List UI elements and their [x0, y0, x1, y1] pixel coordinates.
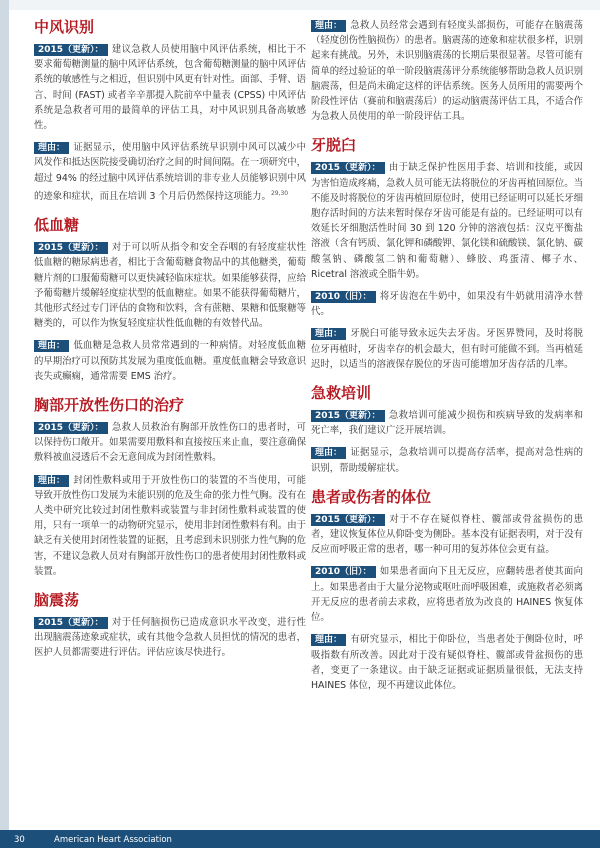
label-badge: 2015（更新）： [311, 162, 385, 174]
section-heading: 低血糖 [34, 216, 80, 235]
label-badge: 2015（更新）： [34, 242, 108, 254]
label-badge: 理由： [311, 20, 346, 32]
paragraph [311, 445, 583, 475]
label-badge: 理由： [34, 142, 69, 154]
section [34, 591, 306, 661]
paragraph-text: 由于缺乏保护性医用手套、培训和技能，或因为害怕造成疼痛，急救人员可能无法将脱位的牙齿再植回原位。当不能及时将脱位的牙齿再植回原位时，使用已经证明可以延长牙细胞存活时间的方法来暂时保存牙齿可能是有益的。已经证明可以有效延长牙细胞活性时间 30 到 120 分钟的溶液包括：汉克平衡盐溶液（含有钙质、氯化钾和磷酸钾、氯化镁和硫酸镁、氯化钠、碳酸氢钠、磷酸氢二钠和葡萄糖）、蜂胶、鸡蛋清、椰子水、Ricetral 溶液或全脂牛奶。 [311, 162, 583, 280]
left-column [34, 18, 306, 673]
reference-superscript: 29,30 [270, 189, 289, 197]
paragraph-text: 有研究显示，相比于仰卧位，当患者处于侧卧位时，呼吸指数有所改善。因此对于没有疑似脊柱、髋部或骨盆损伤的患者，变更了一条建议。由于缺乏证据或证据质量很低，无法支持 HAINES 体位，现不再建议此体位。 [311, 634, 583, 691]
paragraph-text: 急救人员救治有胸部开放性伤口的患者时，可以保持伤口敞开。如果需要用敷料和直接按压来止血，要注意确保敷料被血浸透后不会无意间成为封闭性敷料。 [34, 421, 306, 464]
page-number: 30 [14, 835, 25, 845]
section-heading: 急救培训 [311, 384, 372, 403]
paragraph [311, 289, 583, 319]
paragraph [34, 420, 306, 466]
paragraph-text: 对于任何脑损伤已造成意识水平改变，进行性出现脑震荡迹象或症状，或有其他令急救人员担忧的情况的患者，医护人员都需要进行评估。评估应该尽快进行。 [34, 617, 306, 659]
paragraph-text: 对于可以听从指令和安全吞咽的有轻度症状性低血糖的糖尿病患者，相比于含葡萄糖食物品中的其他糖类，葡萄糖片剂的口服葡萄糖可以更快减轻临床症状。如果能够获得，应给予葡萄糖片缓解轻度症状型的低血糖症。如果不能获得葡萄糖片，其他形式经过专门评估的食物和饮料，含有蔗糖、果糖和低聚糖等糖类的，可以作为恢复轻度症状性低血糖的有效替代品。 [34, 242, 306, 330]
paragraph-text: 牙脱臼可能导致永远失去牙齿。牙医界赞同，及时将脱位牙再植时，牙齿幸存的机会最大，但有时可能做不到。当再植延迟时，以适当的溶液保存脱位的牙齿可能增加牙齿存活的几率。 [311, 328, 583, 370]
paragraph [311, 512, 583, 558]
paragraph-text: 建议急救人员使用脑中风评估系统，相比于不要求葡萄糖测量的脑中风评估系统，包含葡萄糖测量的脑中风评估系统的敏感性与之相近，但识别中风更有针对性。面部、手臂、语言、时间 (FAST) 或者辛辛那提入院前卒中量表 (CPSS) 中风评估系统是急救者可用的最简单的评估工具，对中风识别具备高敏感性。 [34, 44, 306, 132]
paragraph [34, 42, 306, 133]
section [311, 488, 583, 693]
section-heading: 脑震荡 [34, 591, 80, 610]
section-heading: 患者或伤者的体位 [311, 487, 432, 506]
paragraph [34, 140, 306, 204]
label-badge: 2010（旧）： [311, 566, 376, 578]
paragraph-text: 证据显示，使用脑中风评估系统早识别中风可以减少中风发作和抵达医院接受确切治疗之间的时间间隔。在一项研究中，超过 94% 的经过脑中风评估系统培训的非专业人员能够识别中风的迹象和症状，而且在培训 3 个月后仍然保持这项能力。 [34, 142, 306, 202]
label-badge: 2015（更新）： [34, 617, 108, 629]
footer-organization: American Heart Association [54, 835, 172, 845]
paragraph [311, 160, 583, 282]
section-heading: 中风识别 [34, 18, 95, 36]
paragraph-text: 急救培训可能减少损伤和疾病导致的发病率和死亡率，我们建议广泛开展培训。 [311, 410, 583, 437]
paragraph-text: 如果患者面向下且无反应，应翻转患者使其面向上。如果患者由于大量分泌物或呕吐而呼吸困难，或施救者必须离开无反应的患者前去求救，应将患者放为改良的 HAINES 恢复体位。 [311, 566, 583, 624]
paragraph [34, 473, 306, 579]
right-column [311, 18, 583, 705]
section [311, 136, 583, 372]
section [34, 18, 306, 204]
label-badge: 2015（更新）： [34, 44, 108, 56]
paragraph [311, 564, 583, 625]
label-badge: 2015（更新）： [34, 422, 108, 434]
paragraph [311, 408, 583, 438]
paragraph [34, 240, 306, 331]
paragraph [311, 326, 583, 372]
section-heading: 胸部开放性伤口的治疗 [34, 395, 185, 414]
paragraph [311, 18, 583, 124]
section-heading: 牙脱臼 [311, 136, 357, 155]
paragraph-text: 封闭性敷料或用于开放性伤口的装置的不当使用，可能导致开放性伤口发展为未能识别的危及生命的张力性气胸。没有在人类中研究比较过封闭性敷料或装置与非封闭性敷料或装置的使用，只有一项单一的动物研究显示，使用非封闭性敷料有利。由于缺乏有关使用封闭性装置的证据，且考虑到未识别张力性气胸的危害，不建议急救人员对有胸部开放性伤口的患者使用封闭性敷料或装置。 [34, 474, 306, 577]
top-band [0, 0, 600, 10]
paragraph-text: 低血糖是急救人员常常遇到的一种病情。对轻度低血糖的早期治疗可以预防其发展为重度低血糖。重度低血糖会导致意识丧失或癫痫，通常需要 EMS 治疗。 [34, 340, 306, 382]
paragraph [311, 632, 583, 693]
section [34, 396, 306, 579]
paragraph-text: 急救人员经常会遇到有轻度头部损伤，可能存在脑震荡（轻度创伤性脑损伤）的患者。脑震荡的迹象和症状很多样，识别起来有挑战。另外，未识别脑震荡的长期后果很显著。尽管可能有简单的经过验证的单一阶段脑震荡评分系统能够帮助急救人员识别脑震荡，但是尚未确定这样的评估系统。医务人员所用的需要两个阶段性评估（赛前和脑震荡后）的运动脑震荡评估工具，不适合作为急救人员使用的单一阶段评估工具。 [311, 20, 583, 123]
label-badge: 理由： [34, 475, 69, 487]
label-badge: 2010（旧）： [311, 291, 376, 303]
section [311, 18, 583, 124]
paragraph-text: 将牙齿泡在牛奶中，如果没有牛奶就用清净水替代。 [311, 291, 583, 318]
paragraph [34, 615, 306, 661]
paragraph [34, 338, 306, 384]
label-badge: 理由： [311, 634, 346, 646]
paragraph-text: 证据显示，急救培训可以提高存活率，提高对急性病的识别，帮助缓解症状。 [311, 447, 583, 474]
paragraph-text: 对于不存在疑似脊柱、髋部或骨盆损伤的患者，建议恢复体位从仰卧变为侧卧。基本没有证据表明，对于没有反应而呼吸正常的患者，哪一种可用的复苏体位会更有益。 [311, 513, 583, 556]
section [34, 216, 306, 384]
label-badge: 2015（更新）： [311, 410, 385, 422]
label-badge: 理由： [311, 328, 346, 340]
label-badge: 理由： [311, 447, 346, 459]
section [311, 384, 583, 476]
side-strip [0, 0, 9, 848]
label-badge: 理由： [34, 340, 69, 352]
label-badge: 2015（更新）： [311, 514, 385, 526]
